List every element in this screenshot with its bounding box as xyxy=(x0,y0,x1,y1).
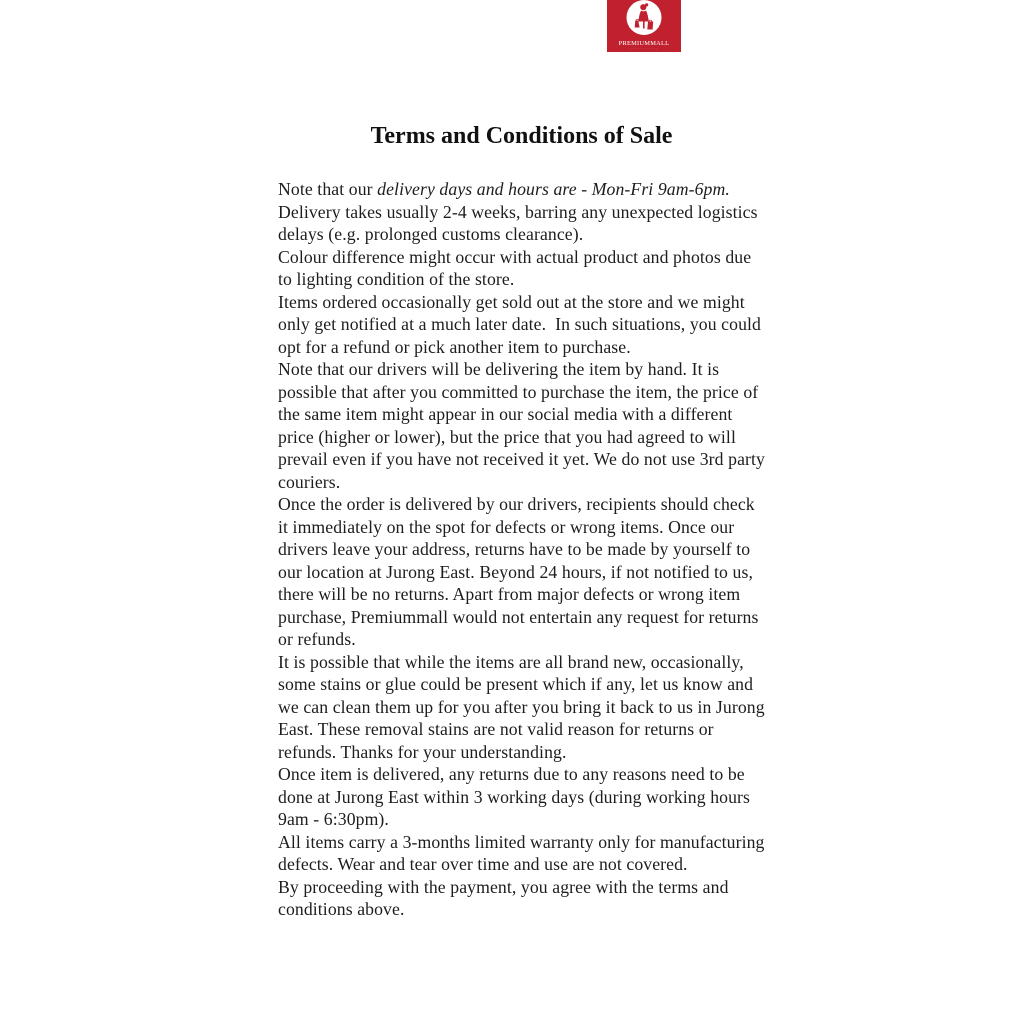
terms-text-italic: delivery days and hours are - Mon-Fri 9am-6pm. xyxy=(377,179,730,199)
terms-text: Once item is delivered, any returns due to any reasons need to be done at Jurong East within 3 working days (during working hours 9am - 6:30pm). xyxy=(278,764,755,829)
terms-text: It is possible that while the items are all brand new, occasionally, some stains or glue could be present which if any, let us know and we can clean them up for you after you bring it back to us in Jurong East. These removal stains are not valid reason for returns or refunds. Thanks for your understanding. xyxy=(278,651,770,762)
terms-document xyxy=(278,122,770,921)
terms-text: Once the order is delivered by our drivers, recipients should check it immediately on the spot for defects or wrong items. Once our drivers leave your address, returns have to be made by yourself to our location at Jurong East. Beyond 24 hours, if not notified to us, there will be no returns. Apart from major defects or wrong item purchase, Premiummall would not entertain any request for returns or refunds. xyxy=(278,494,764,649)
terms-paragraph xyxy=(278,876,765,921)
terms-text: Note that our drivers will be delivering the item by hand. It is possible that after you committed to purchase the item, the price of the same item might appear in our social media with a different price (higher or lower), but the price that you had agreed to will prevail even if you have not received it yet. We do not use 3rd party couriers. xyxy=(278,359,770,492)
page-title: Terms and Conditions of Sale xyxy=(370,123,673,149)
logo-brand-text: PREMIUMMALL xyxy=(618,40,670,47)
terms-paragraph xyxy=(278,358,770,493)
terms-paragraph xyxy=(278,246,765,291)
terms-text: Delivery takes usually 2-4 weeks, barring any unexpected logistics delays (e.g. prolonged customs clearance). xyxy=(278,201,763,244)
terms-paragraph xyxy=(278,201,765,246)
premiummall-logo-graphic xyxy=(607,0,681,52)
logo-tagline: · · · · · · · · · · xyxy=(630,47,658,51)
terms-text: All items carry a 3-months limited warranty only for manufacturing defects. Wear and tear over time and use are not covered. xyxy=(278,831,770,874)
terms-paragraph xyxy=(278,831,770,876)
terms-text: Items ordered occasionally get sold out at the store and we might only get notified at a much later date. In such situations, you could opt for a refund or pick another item to purchase. xyxy=(278,291,766,357)
terms-text: Note that our xyxy=(278,179,378,199)
terms-paragraph xyxy=(278,651,770,764)
terms-body xyxy=(278,178,770,921)
terms-paragraph xyxy=(278,763,765,831)
terms-paragraph xyxy=(278,178,765,201)
terms-text: By proceeding with the payment, you agree with the terms and conditions above. xyxy=(278,876,734,919)
terms-text: Colour difference might occur with actual product and photos due to lighting condition of the store. xyxy=(278,246,756,289)
premiummall-logo xyxy=(607,0,681,52)
terms-paragraph xyxy=(278,291,765,359)
terms-paragraph xyxy=(278,493,765,651)
